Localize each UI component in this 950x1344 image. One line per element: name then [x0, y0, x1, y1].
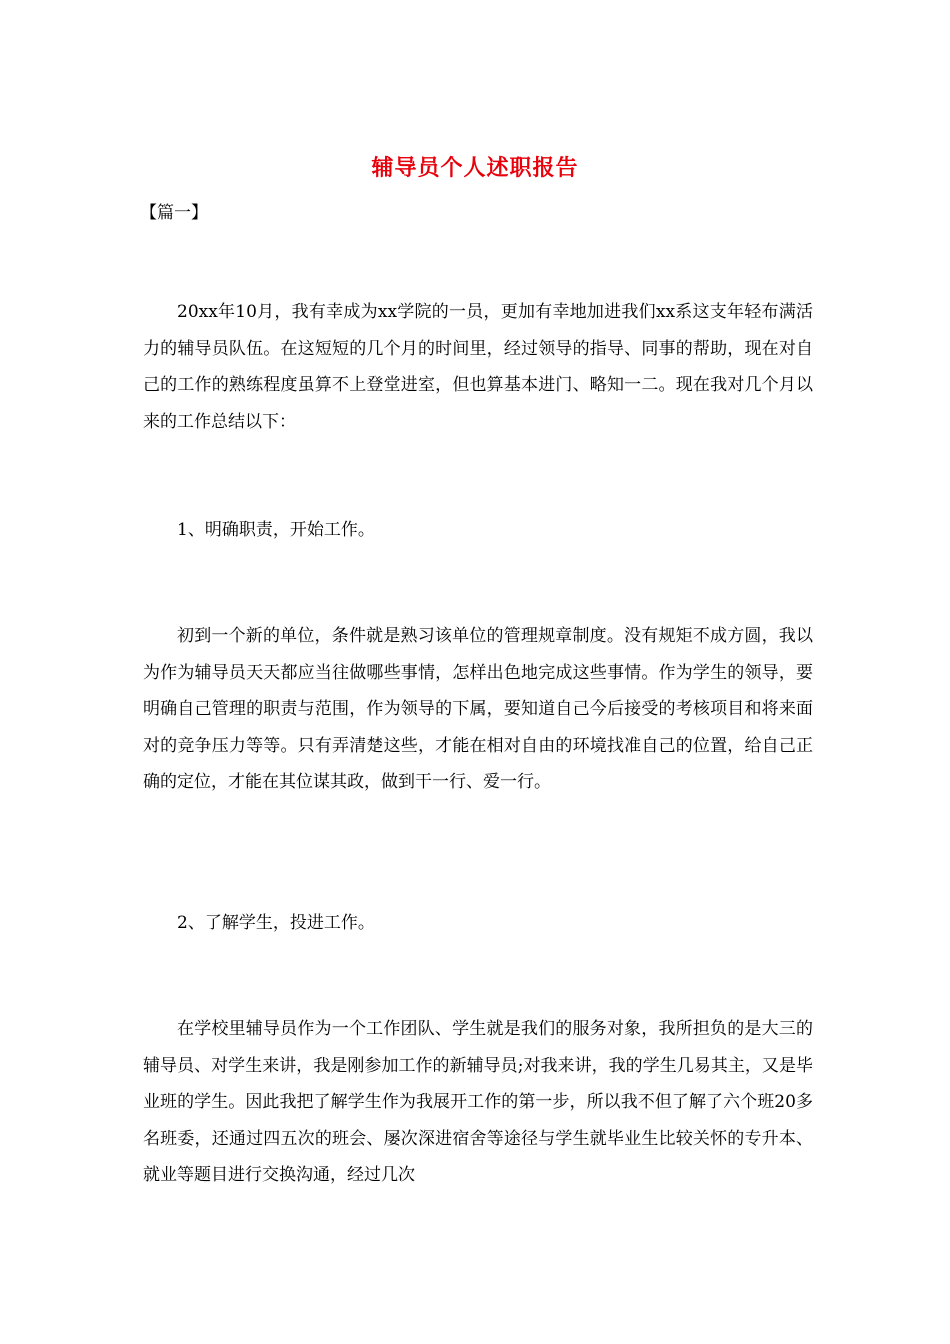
heading-item-1: 1、明确职责，开始工作。: [177, 520, 375, 540]
document-title: 辅导员个人述职报告: [371, 155, 579, 181]
section-label: 【篇一】: [140, 203, 208, 223]
paragraph-item-1: 初到一个新的单位，条件就是熟习该单位的管理规章制度。没有规矩不成方圆，我以为作为辅导员天天都应当往做哪些事情，怎样出色地完成这些事情。作为学生的领导，要明确自己管理的职责与范围，作为领导的下属，要知道自己今后接受的考核项目和将来面对的竞争压力等等。只有弄清楚这些，才能在相对自由的环境找准自己的位置，给自己正确的定位，才能在其位谋其政，做到干一行、爱一行。: [143, 626, 813, 792]
heading-item-2: 2、了解学生，投进工作。: [177, 913, 375, 933]
paragraph-item-2: 在学校里辅导员作为一个工作团队、学生就是我们的服务对象，我所担负的是大三的辅导员、对学生来讲，我是刚参加工作的新辅导员;对我来讲，我的学生几易其主，又是毕业班的学生。因此我把了解学生作为我展开工作的第一步，所以我不但了解了六个班20多名班委，还通过四五次的班会、屡次深进宿舍等途径与学生就毕业生比较关怀的专升本、就业等题目进行交换沟通，经过几次: [143, 1019, 813, 1185]
paragraph-intro: 20xx年10月，我有幸成为xx学院的一员，更加有幸地加进我们xx系这支年轻布满活力的辅导员队伍。在这短短的几个月的时间里，经过领导的指导、同事的帮助，现在对自己的工作的熟练程度虽算不上登堂进室，但也算基本进门、略知一二。现在我对几个月以来的工作总结以下：: [143, 302, 813, 432]
